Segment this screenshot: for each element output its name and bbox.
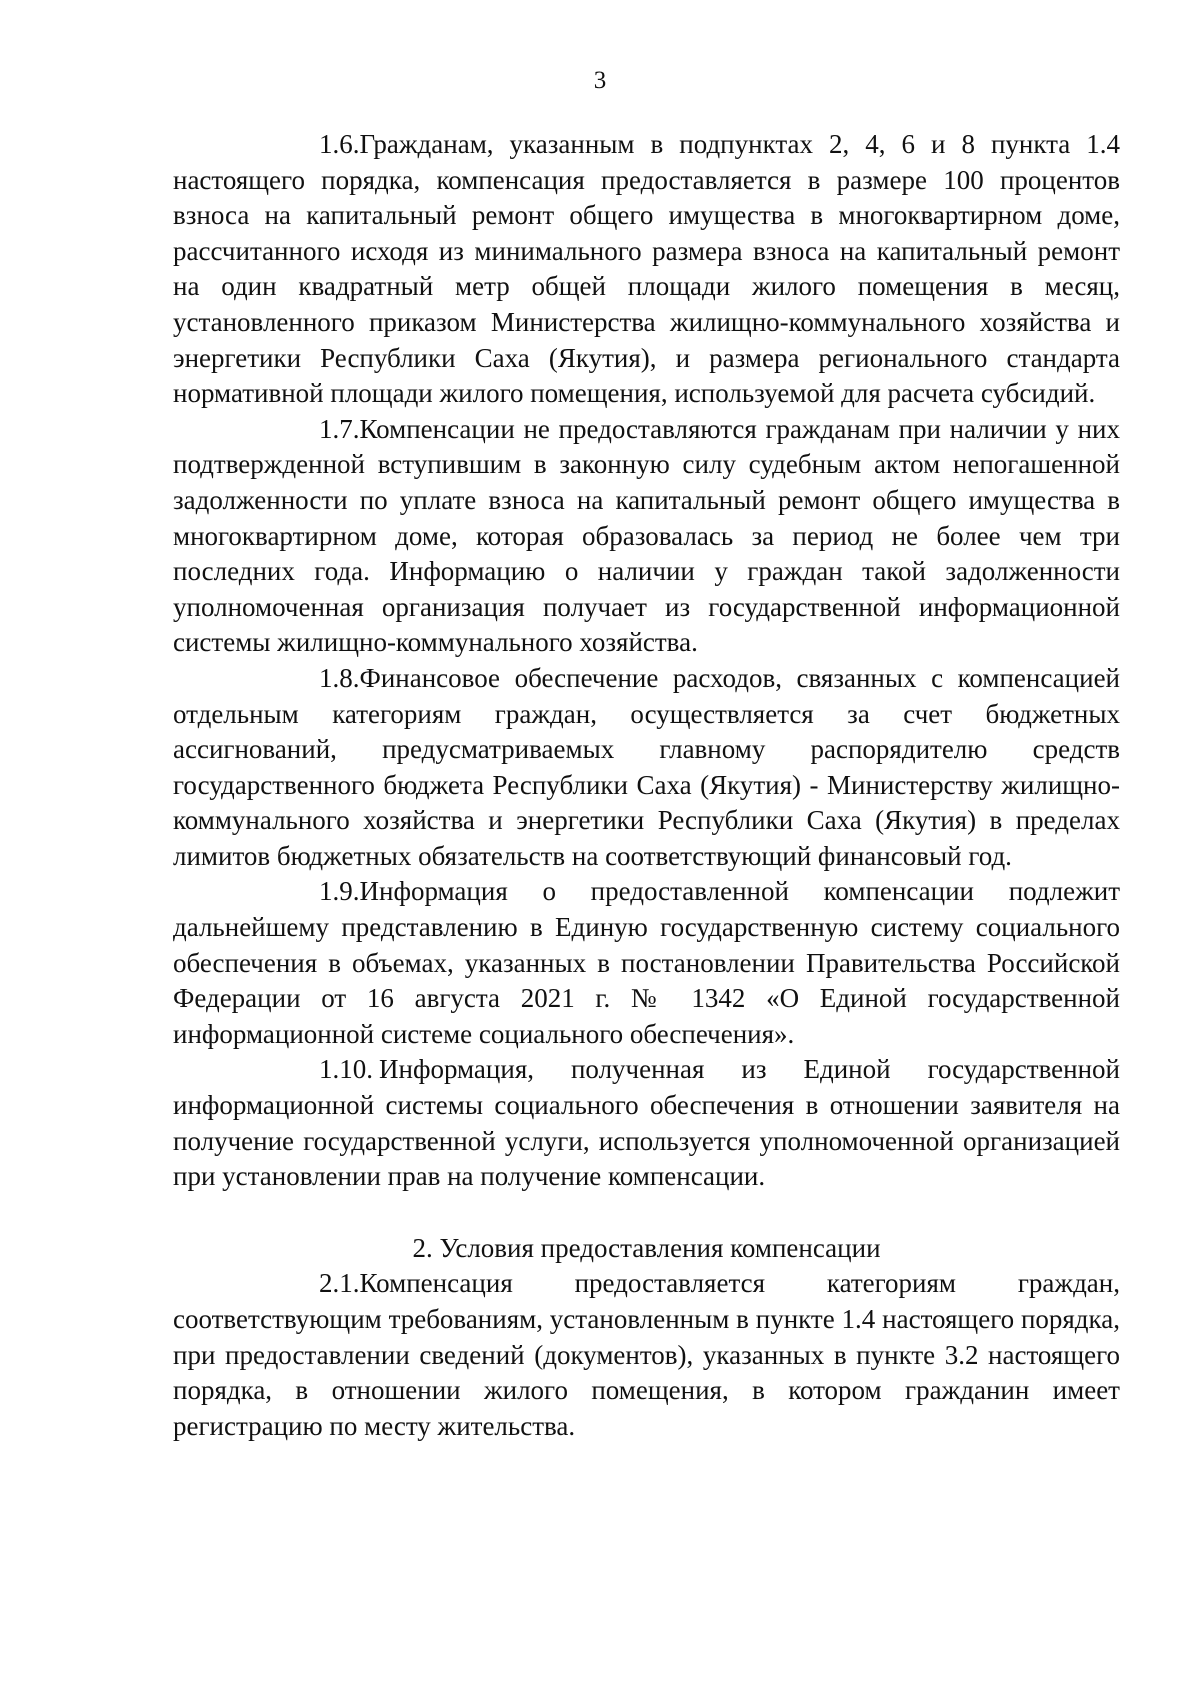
paragraph-1-8 [173,661,1120,875]
paragraph-1-6 [173,127,1120,412]
paragraph-text: Финансовое обеспечение расходов, связанных с компенсацией отдельным категориям граждан, осуществляется за счет бюджетных ассигнований, предусматриваемых главному распорядителю средств государственного бюджета Республики Саха (Якутия) - Министерству жилищно-коммунального хозяйства и энергетики Республики Саха (Якутия) в пределах лимитов бюджетных обязательств на соответствующий финансовый год. [173,662,1120,871]
paragraph-text: Информация, полученная из Единой государственной информационной системы социального обеспечения в отношении заявителя на получение государственной услуги, используется уполномоченной организацией при установлении прав на получение компенсации. [173,1054,1120,1192]
paragraph-number: 1.9. [319,876,360,907]
paragraph-number: 1.10. [319,1054,373,1085]
paragraph-number: 1.7. [319,413,360,444]
page-number: 3 [593,67,607,94]
paragraph-2-1 [173,1266,1120,1444]
paragraph-1-9 [173,874,1120,1052]
paragraph-text: Гражданам, указанным в подпунктах 2, 4, 6 и 8 пункта 1.4 настоящего порядка, компенсация предоставляется в размере 100 процентов взноса на капитальный ремонт общего имущества в многоквартирном доме, рассчитанного исходя из минимального размера взноса на капитальный ремонт на один квадратный метр общей площади жилого помещения в месяц, установленного приказом Министерства жилищно-коммунального хозяйства и энергетики Республики Саха (Якутия), и размера регионального стандарта нормативной площади жилого помещения, используемой для расчета субсидий. [173,129,1120,409]
paragraph-number: 2.1. [319,1268,360,1299]
section-title: 2. Условия предоставления компенсации [412,1232,881,1263]
paragraph-1-7 [173,412,1120,661]
paragraph-1-10 [173,1052,1120,1194]
paragraph-number: 1.8. [319,662,360,693]
paragraph-text: Компенсация предоставляется категориям граждан, соответствующим требованиям, установленным в пункте 1.4 настоящего порядка, при предоставлении сведений (документов), указанных в пункте 3.2 настоящего порядка, в отношении жилого помещения, в котором гражданин имеет регистрацию по месту жительства. [173,1268,1120,1441]
document-body [173,127,1120,1444]
paragraph-text: Информация о предоставленной компенсации подлежит дальнейшему представлению в Единую государственную систему социального обеспечения в объемах, указанных в постановлении Правительства Российской Федерации от 16 августа 2021 г. № 1342 «О Единой государственной информационной системе социального обеспечения». [173,876,1120,1049]
paragraph-number: 1.6. [319,129,360,159]
paragraph-text: Компенсации не предоставляются гражданам при наличии у них подтвержденной вступившим в законную силу судебным актом непогашенной задолженности по уплате взноса на капитальный ремонт общего имущества в многоквартирном доме, которая образовалась за период не более чем три последних года. Информацию о наличии у граждан такой задолженности уполномоченная организация получает из государственной информационной системы жилищно-коммунального хозяйства. [173,413,1120,658]
